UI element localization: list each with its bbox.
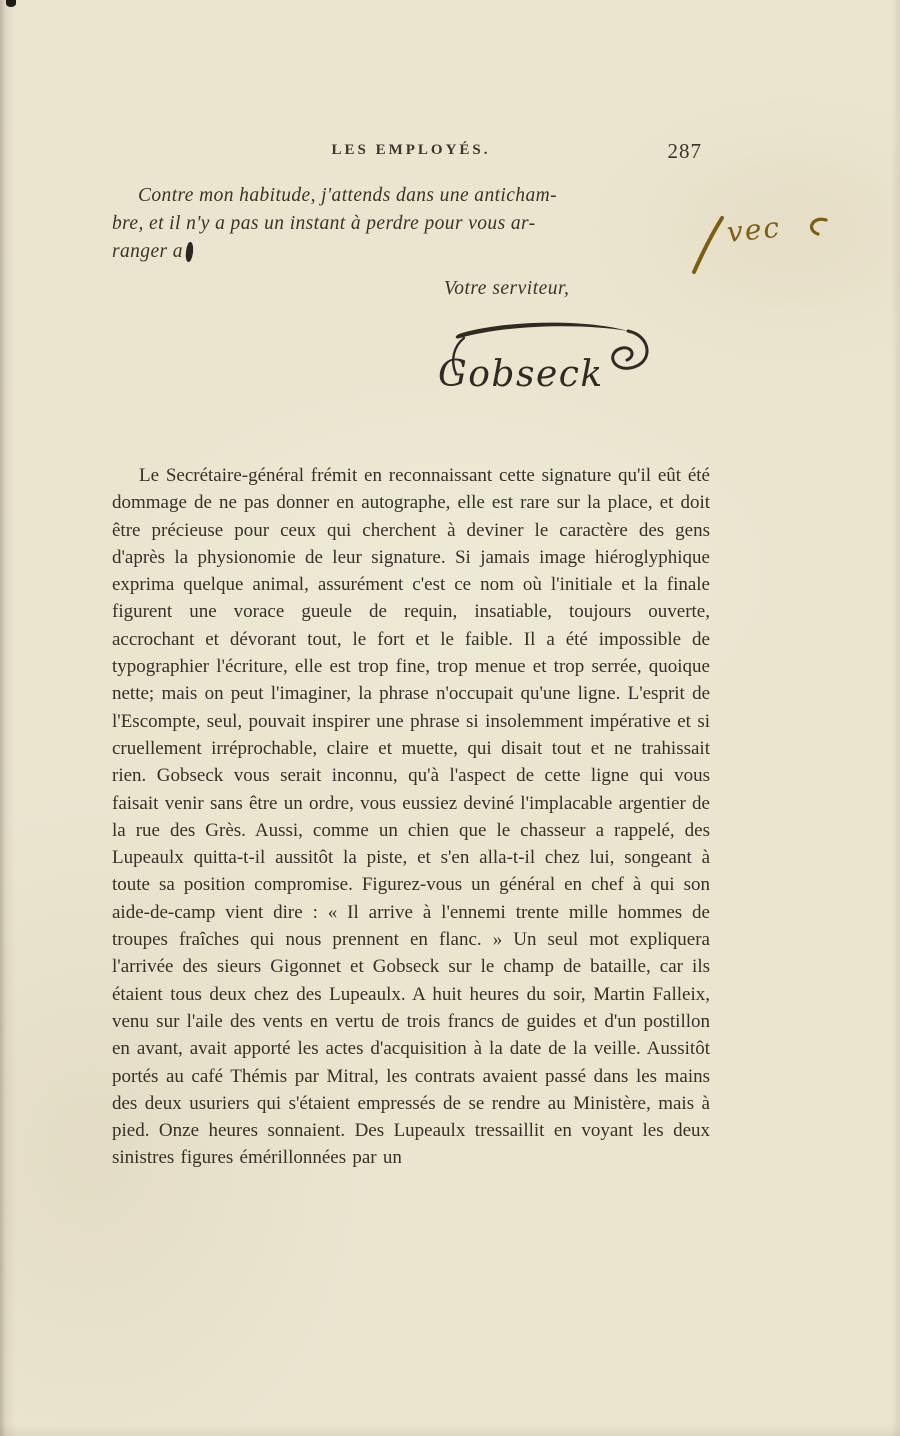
signature [430, 316, 660, 404]
letter-line: Contre mon habitude, j'attends dans une anticham- [138, 185, 557, 206]
marginalia-ink-icon [688, 208, 838, 278]
header-title: LES EMPLOYÉS. [331, 142, 491, 158]
letter-line [112, 238, 710, 266]
page-number: 287 [667, 139, 702, 163]
letter-excerpt [112, 182, 710, 266]
ink-blot [185, 242, 194, 263]
annotation-text: vec [725, 210, 783, 249]
signature-flourish-icon [430, 316, 660, 404]
running-header [112, 139, 710, 168]
letter-line-text: ranger a [112, 241, 183, 262]
letter-line: bre, et il n'y a pas un instant à perdre pour vous ar- [112, 213, 536, 234]
scan-speck [6, 0, 16, 7]
letter-closing: Votre serviteur, [444, 278, 570, 299]
page-content [112, 139, 710, 1172]
body-paragraph: Le Secrétaire-général frémit en reconnaissant cette signature qu'il eût été dommage de ne pas donner en autographe, elle est rare sur la place, et doit être précieuse pour ceux qui cherchent à deviner le caractère des gens d'après la physionomie de leur signature. Si jamais image hiéroglyphique exprima quelque animal, assurément c'est ce nom où l'initiale et la finale figurent une vorace gueule de requin, insatiable, toujours ouverte, accrochant et dévorant tout, le fort et le faible. Il a été impossible de typographier l'écriture, elle est trop fine, trop menue et trop serrée, quoique nette; mais on peut l'imaginer, la phrase n'occupait qu'une ligne. L'esprit de l'Escompte, seul, pouvait inspirer une phrase si insolemment impérative et si cruellement irréprochable, claire et muette, qui disait tout et ne trahissait rien. Gobseck vous serait inconnu, qu'à l'aspect de cette ligne qui vous faisait venir sans être un ordre, vous eussiez deviné l'implacable argentier de la rue des Grès. Aussi, comme un chien que le chasseur a rappelé, des Lupeaulx quitta-t-il aussitôt la piste, et s'en alla-t-il chez lui, songeant à toute sa position compromise. Figurez-vous un général en chef à qui son aide-de-camp vient dire : « Il arrive à l'ennemi trente mille hommes de troupes fraîches qui nous prennent en flanc. » Un seul mot expliquera l'arrivée des sieurs Gigonnet et Gobseck sur le champ de bataille, car ils étaient tous deux chez des Lupeaulx. A huit heures du soir, Martin Falleix, venu sur l'aile des vents en vertu de trois francs de guides et d'un postillon en avant, avait apporté les actes d'acquisition à la date de la veille. Aussitôt portés au café Thémis par Mitral, les contrats avaient passé dans les mains des deux usuriers qui s'étaient empressés de se rendre au Ministère, mais à pied. Onze heures sonnaient. Des Lupeaulx tressaillit en voyant les deux sinistres figures émérillonnées par un [112, 465, 710, 1169]
signature-name: Gobseck [438, 354, 604, 395]
handwritten-annotation [688, 208, 838, 278]
